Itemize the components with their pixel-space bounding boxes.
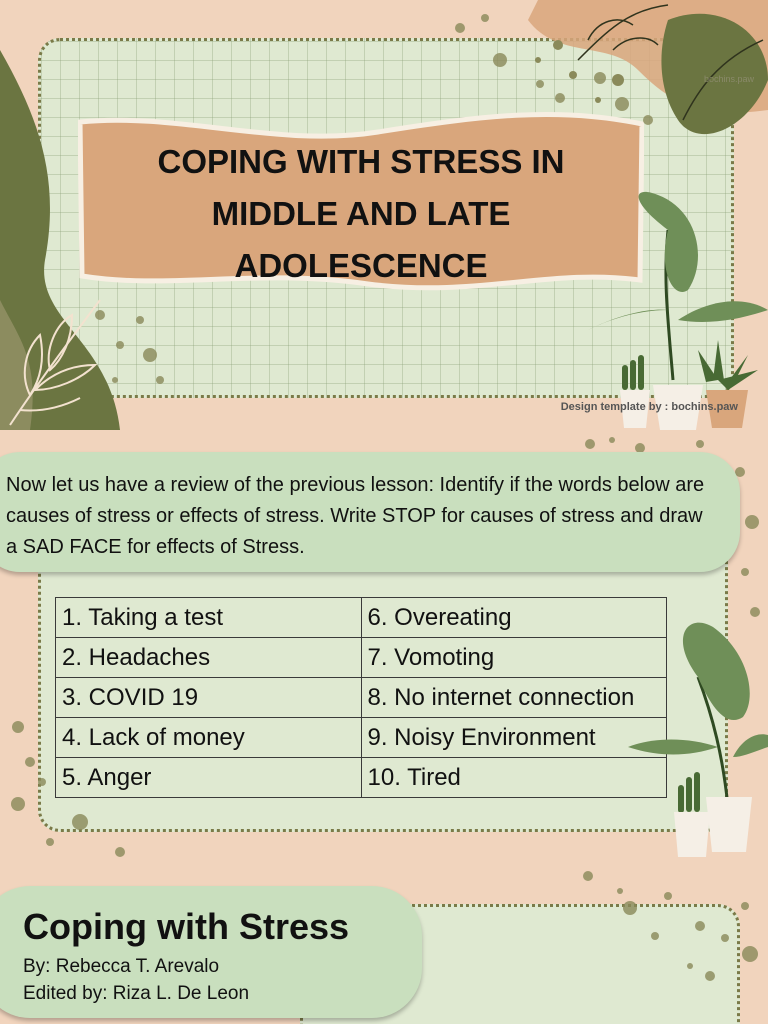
table-row <box>56 638 667 678</box>
table-row <box>56 598 667 638</box>
editor-line: Edited by: Riza L. De Leon <box>23 983 250 1004</box>
table-cell: 2. Headaches <box>56 638 362 678</box>
table-cell: 6. Overeating <box>361 598 667 638</box>
title-line-2: MIDDLE AND LATE <box>211 195 511 232</box>
table-cell: 1. Taking a test <box>56 598 362 638</box>
review-instructions <box>0 452 740 572</box>
potted-plant-icon <box>628 617 768 864</box>
table-row <box>56 718 667 758</box>
table-cell: 8. No internet connection <box>361 678 667 718</box>
table-cell: 3. COVID 19 <box>56 678 362 718</box>
title-slide <box>0 0 768 430</box>
table-cell: 4. Lack of money <box>56 718 362 758</box>
table-cell: 5. Anger <box>56 758 362 798</box>
causes-effects-table <box>55 597 667 798</box>
title-line-1: COPING WITH STRESS IN <box>157 143 565 180</box>
author-line: By: Rebecca T. Arevalo <box>23 956 220 977</box>
table-cell: 10. Tired <box>361 758 667 798</box>
table-cell: 9. Noisy Environment <box>361 718 667 758</box>
table-row <box>56 678 667 718</box>
watermark-text: bochins.paw <box>703 74 754 84</box>
lesson-title: Coping with Stress <box>23 906 350 947</box>
review-slide <box>0 432 768 864</box>
review-text: Now let us have a review of the previous lesson: Identify if the words below are causes of stress or effects of stress. Write STOP for causes of stress and draw a SAD FACE for effects of Stress. <box>6 474 705 558</box>
title-line-3: ADOLESCENCE <box>234 247 488 284</box>
dots-decoration <box>0 0 768 430</box>
cover-slide <box>0 866 768 1024</box>
table-cell: 7. Vomoting <box>361 638 667 678</box>
design-credit: Design template by : bochins.paw <box>560 401 738 413</box>
table-row <box>56 758 667 798</box>
